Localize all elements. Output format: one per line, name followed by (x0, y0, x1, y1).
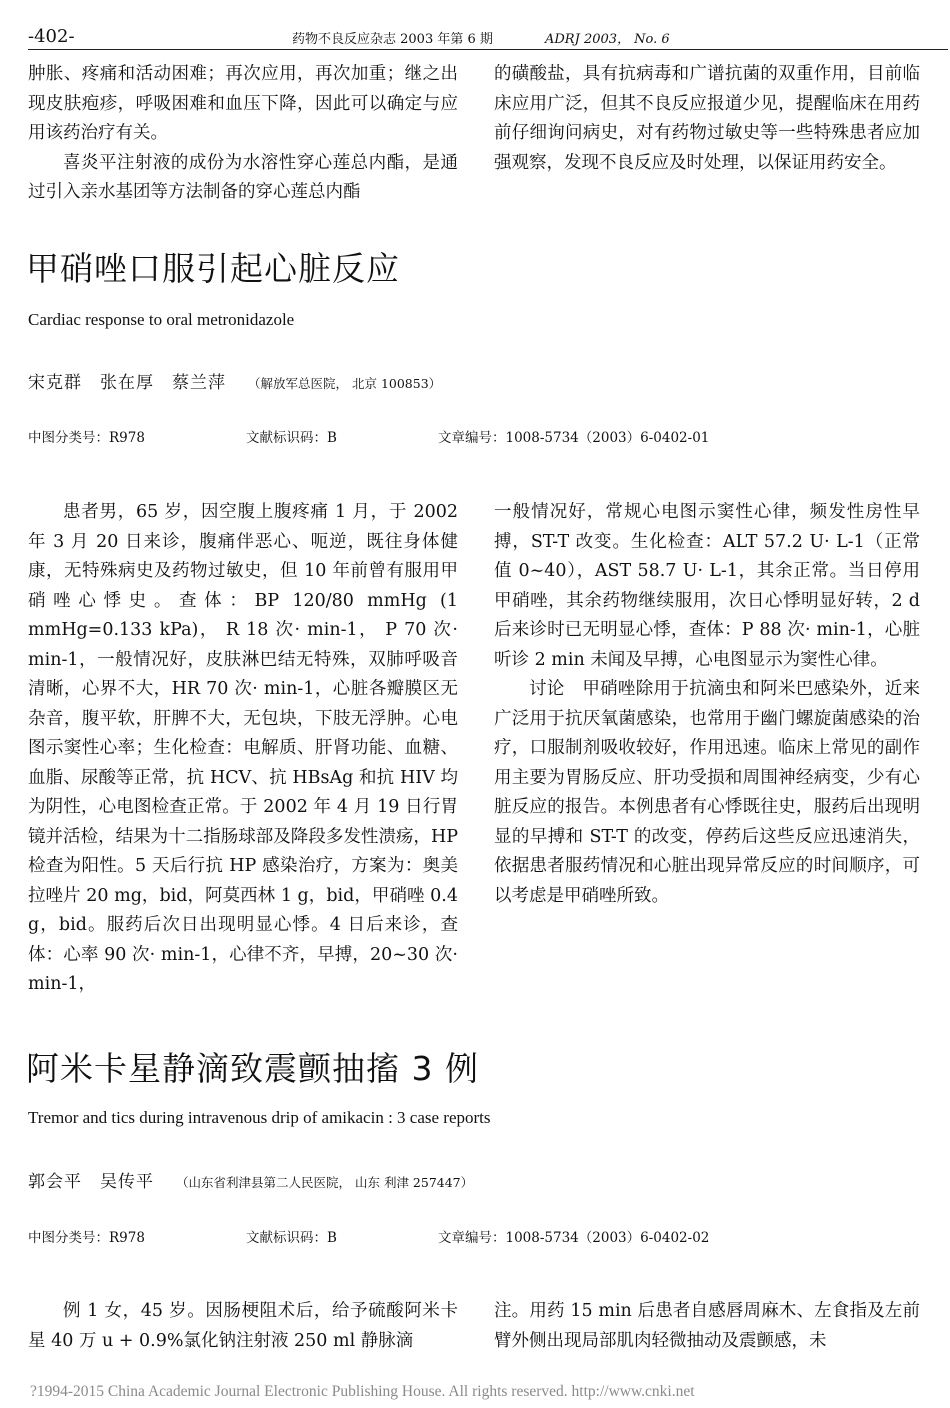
paragraph: 肿胀、疼痛和活动困难；再次应用，再次加重；继之出现皮肤疱疹，呼吸困难和血压下降，因此可以确定与应用该药治疗有关。 (28, 64, 458, 143)
article2-authors (28, 1167, 473, 1192)
article1-title-en: Cardiac response to oral metronidazole (28, 310, 295, 329)
article2-left-column (28, 1297, 458, 1356)
paragraph: 讨论 甲硝唑除用于抗滴虫和阿米巴感染外，近来广泛用于抗厌氧菌感染，也常用于幽门螺旋菌感染的治疗，口服制剂吸收较好，作用迅速。临床上常见的副作用主要为胃肠反应、肝功受损和周围神经病变，少有心脏反应的报告。本例患者有心悸既往史，服药后出现明显的早搏和 ST-T 的改变，停药后这些反应迅速消失，依据患者服药情况和心脏出现异常反应的时间顺序，可以考虑是甲硝唑所致。 (494, 679, 920, 906)
class-number: 中图分类号：R978 (28, 1230, 145, 1246)
article1-authors (28, 368, 441, 393)
article-number: 文章编号：1008-5734（2003）6-0402-02 (438, 1230, 710, 1246)
author-name: 宋克群 (28, 373, 82, 393)
class-number: 中图分类号：R978 (28, 430, 145, 446)
header-rule (28, 49, 948, 50)
paragraph: 的磺酸盐，具有抗病毒和广谱抗菌的双重作用，目前临床应用广泛，但其不良反应报道少见，提醒临床在用药前仔细询问病史，对有药物过敏史等一些特殊患者应加强观察，发现不良反应及时处理，以保证用药安全。 (494, 64, 920, 173)
paragraph: 喜炎平注射液的成份为水溶性穿心莲总内酯，是通过引入亲水基团等方法制备的穿心莲总内酯 (28, 152, 458, 202)
author-name: 蔡兰萍 (172, 373, 226, 393)
paragraph: 患者男，65 岁，因空腹上腹疼痛 1 月，于 2002 年 3 月 20 日来诊，腹痛伴恶心、呃逆，既往身体健康，无特殊病史及药物过敏史，但 10 年前曾有服用甲硝唑心悸史。查体：BP 120/80 mmHg (1 mmHg=0.133 kPa)， R 18 次· min-1， P 70 次· min-1，一般情况好，皮肤淋巴结无特殊，双肺呼吸音清晰，心界不大，HR 70 次· min-1，心脏各瓣膜区无杂音，腹平软，肝脾不大，无包块，下肢无浮肿。心电图示窦性心率；生化检查：电解质、肝肾功能、血糖、血脂、尿酸等正常，抗 HCV、抗 HBsAg 和抗 HIV 均为阴性，心电图检查正常。于 2002 年 4 月 19 日行胃镜并活检，结果为十二指肠球部及降段多发性溃疡，HP 检查为阳性。5 天后行抗 HP 感染治疗，方案为：奥美拉唑片 20 mg，bid，阿莫西林 1 g，bid，甲硝唑 0.4 g，bid。服药后次日出现明显心悸。4 日后来诊，查体：心率 90 次· min-1，心律不齐，早搏，20~30 次· min-1， (28, 502, 458, 994)
author-name: 吴传平 (100, 1172, 154, 1192)
paragraph: 注。用药 15 min 后患者自感唇周麻木、左食指及左前臂外侧出现局部肌肉轻微抽动及震颤感，未 (494, 1301, 920, 1351)
paragraph: 一般情况好，常规心电图示窦性心律，频发性房性早搏，ST-T 改变。生化检查：ALT 57.2 U· L-1（正常值 0~40），AST 58.7 U· L-1，其余正常。当日停用甲硝唑，其余药物继续服用，次日心悸明显好转，2 d 后来诊时已无明显心悸，查体：P 88 次· min-1，心脏听诊 2 min 未闻及早搏，心电图显示为窦性心律。 (494, 502, 920, 670)
top-left-column (28, 60, 458, 208)
article1-title: 甲硝唑口服引起心脏反应 (26, 249, 400, 288)
author-name: 郭会平 (28, 1172, 82, 1192)
document-code: 文献标识码：B (246, 1230, 337, 1246)
article2-title: 阿米卡星静滴致震颤抽搐 3 例 (26, 1049, 479, 1088)
paragraph: 例 1 女，45 岁。因肠梗阻术后，给予硫酸阿米卡星 40 万 u + 0.9%氯化钠注射液 250 ml 静脉滴 (28, 1301, 458, 1351)
article2-title-en: Tremor and tics during intravenous drip of amikacin : 3 case reports (28, 1108, 491, 1127)
article2-meta (28, 1226, 928, 1246)
copyright-footer: ?1994-2015 China Academic Journal Electronic Publishing House. All rights reserved. http://www.cnki.net (30, 1383, 695, 1400)
author-affiliation: （山东省利津县第二人民医院， 山东 利津 257447） (176, 1175, 474, 1190)
article1-right-column (494, 498, 920, 911)
document-code: 文献标识码：B (246, 430, 337, 446)
article1-left-column (28, 498, 458, 1000)
journal-name-en: ADRJ 2003， No. 6 (545, 32, 670, 47)
journal-name: 药物不良反应杂志 2003 年第 6 期 (292, 32, 493, 47)
article1-meta (28, 426, 928, 446)
running-header (28, 24, 948, 48)
article2-right-column (494, 1297, 920, 1356)
author-name: 张在厚 (100, 373, 154, 393)
author-affiliation: （解放军总医院， 北京 100853） (248, 376, 442, 391)
article-number: 文章编号：1008-5734（2003）6-0402-01 (438, 430, 710, 446)
page-number: -402- (28, 26, 75, 47)
top-right-column (494, 60, 920, 178)
